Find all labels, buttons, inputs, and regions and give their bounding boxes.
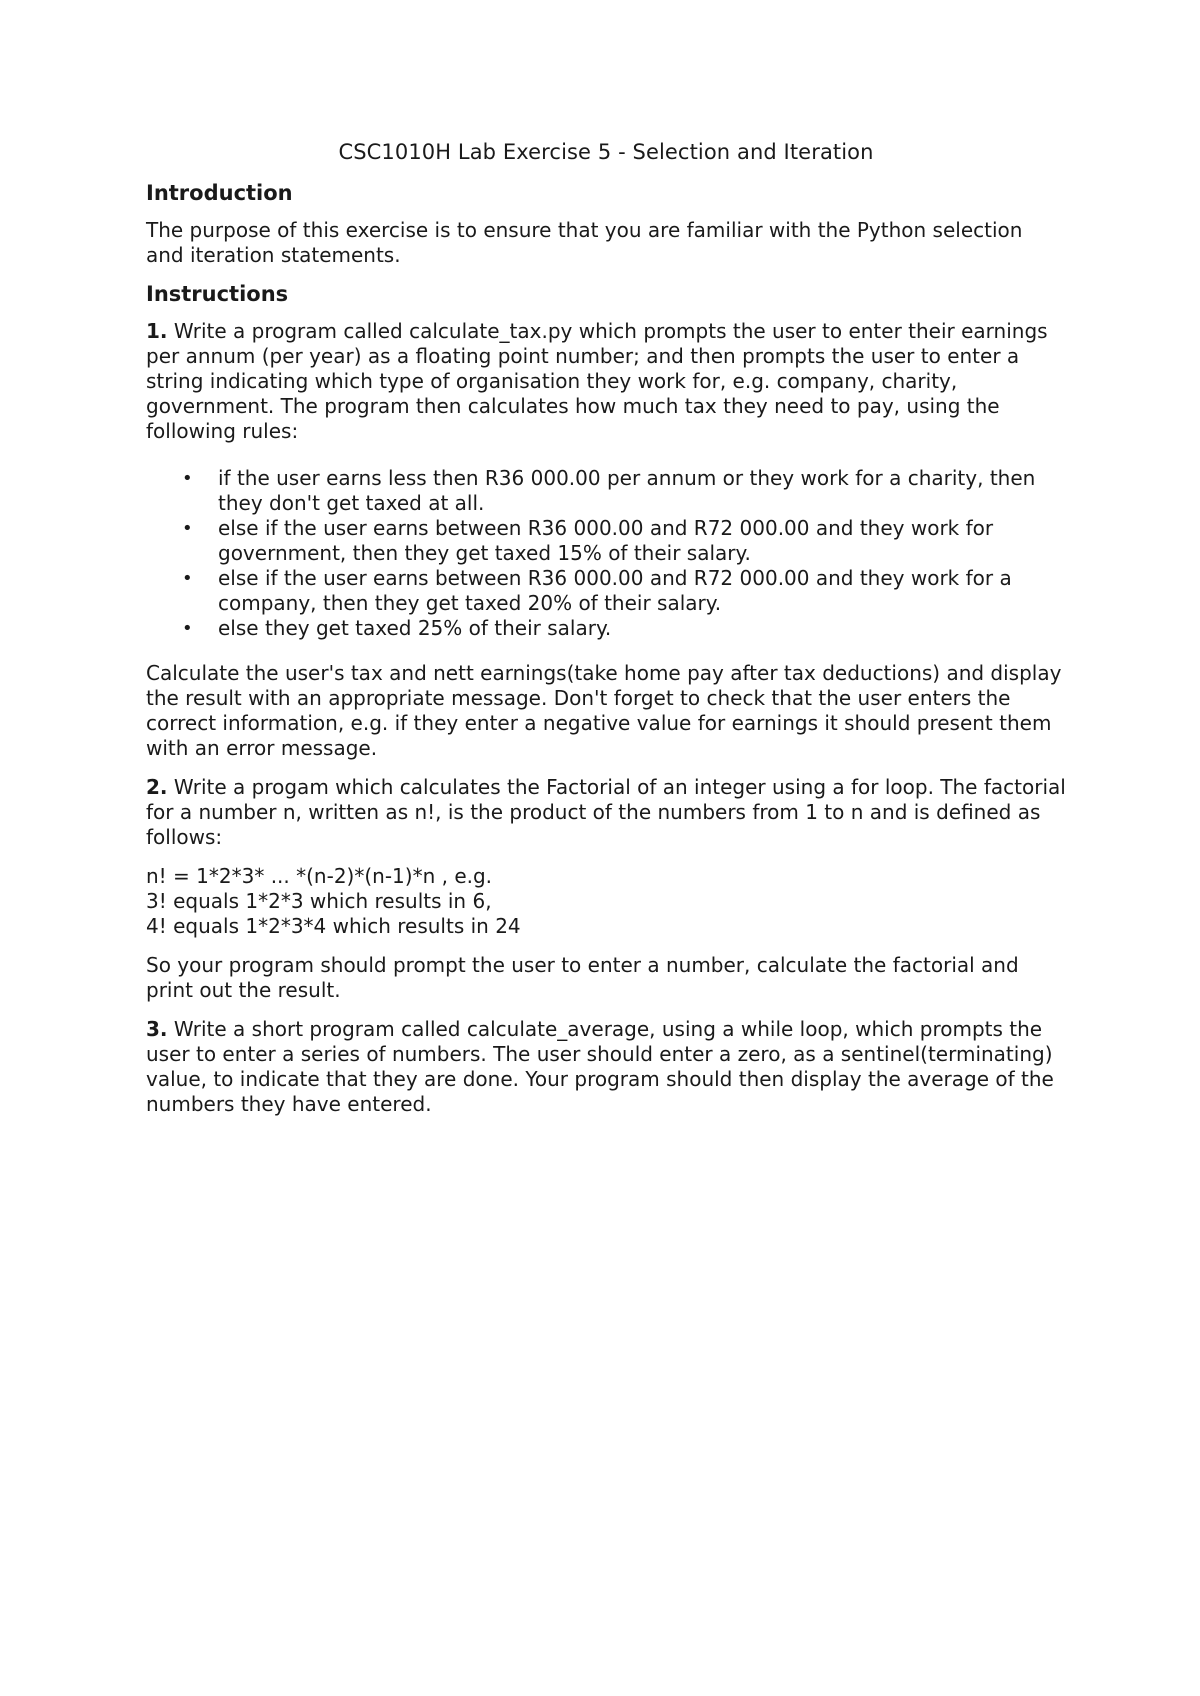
formula-line: 4! equals 1*2*3*4 which results in 24	[146, 914, 521, 938]
question-2	[146, 775, 1066, 850]
question-3	[146, 1017, 1066, 1117]
rule-text: else if the user earns between R36 000.00 and R72 000.00 and they work for government, then they get taxed 15% of their salary.	[218, 516, 994, 565]
rule-text: if the user earns less then R36 000.00 per annum or they work for a charity, then they don't get taxed at all.	[218, 466, 1036, 515]
bullet-icon: •	[182, 518, 193, 539]
instructions-heading: Instructions	[146, 282, 289, 306]
rule-text: else they get taxed 25% of their salary.	[218, 616, 612, 640]
document-page	[146, 140, 1066, 1131]
question-3-text: Write a short program called calculate_average, using a while loop, which prompts the user to enter a series of numbers. The user should enter a zero, as a sentinel(terminating) value, to indicate that they are done. Your program should then display the average of the numbers they have entered.	[146, 1017, 1054, 1116]
question-2-text: Write a progam which calculates the Factorial of an integer using a for loop. The factorial for a number n, written as n!, is the product of the numbers from 1 to n and is defined as follows:	[146, 775, 1066, 849]
question-2-number: 2.	[146, 775, 168, 799]
bullet-icon: •	[182, 618, 193, 639]
factorial-formula	[146, 864, 1066, 939]
rule-text: else if the user earns between R36 000.00 and R72 000.00 and they work for a company, then they get taxed 20% of their salary.	[218, 566, 1012, 615]
formula-line: n! = 1*2*3* ... *(n-2)*(n-1)*n , e.g.	[146, 864, 493, 888]
bullet-icon: •	[182, 468, 193, 489]
question-1-text: Write a program called calculate_tax.py which prompts the user to enter their earnings per annum (per year) as a floating point number; and then prompts the user to enter a string indicating which type of organisation they work for, e.g. company, charity, government. The program then calculates how much tax they need to pay, using the following rules:	[146, 319, 1048, 443]
question-3-number: 3.	[146, 1017, 168, 1041]
bullet-icon: •	[182, 568, 193, 589]
list-item	[182, 466, 1066, 516]
list-item	[182, 516, 1066, 566]
question-1-followup: Calculate the user's tax and nett earnings(take home pay after tax deductions) and display the result with an appropriate message. Don't forget to check that the user enters the correct information, e.g. if they enter a negative value for earnings it should present them with an error message.	[146, 661, 1062, 760]
question-1-number: 1.	[146, 319, 168, 343]
introduction-text: The purpose of this exercise is to ensure that you are familiar with the Python selection and iteration statements.	[146, 218, 1023, 267]
question-1	[146, 319, 1066, 444]
list-item	[182, 566, 1066, 616]
question-2-followup: So your program should prompt the user to enter a number, calculate the factorial and print out the result.	[146, 953, 1019, 1002]
formula-line: 3! equals 1*2*3 which results in 6,	[146, 889, 492, 913]
list-item	[182, 616, 1066, 641]
document-title: CSC1010H Lab Exercise 5 - Selection and Iteration	[338, 140, 874, 164]
introduction-heading: Introduction	[146, 181, 293, 205]
tax-rules-list	[146, 466, 1066, 641]
